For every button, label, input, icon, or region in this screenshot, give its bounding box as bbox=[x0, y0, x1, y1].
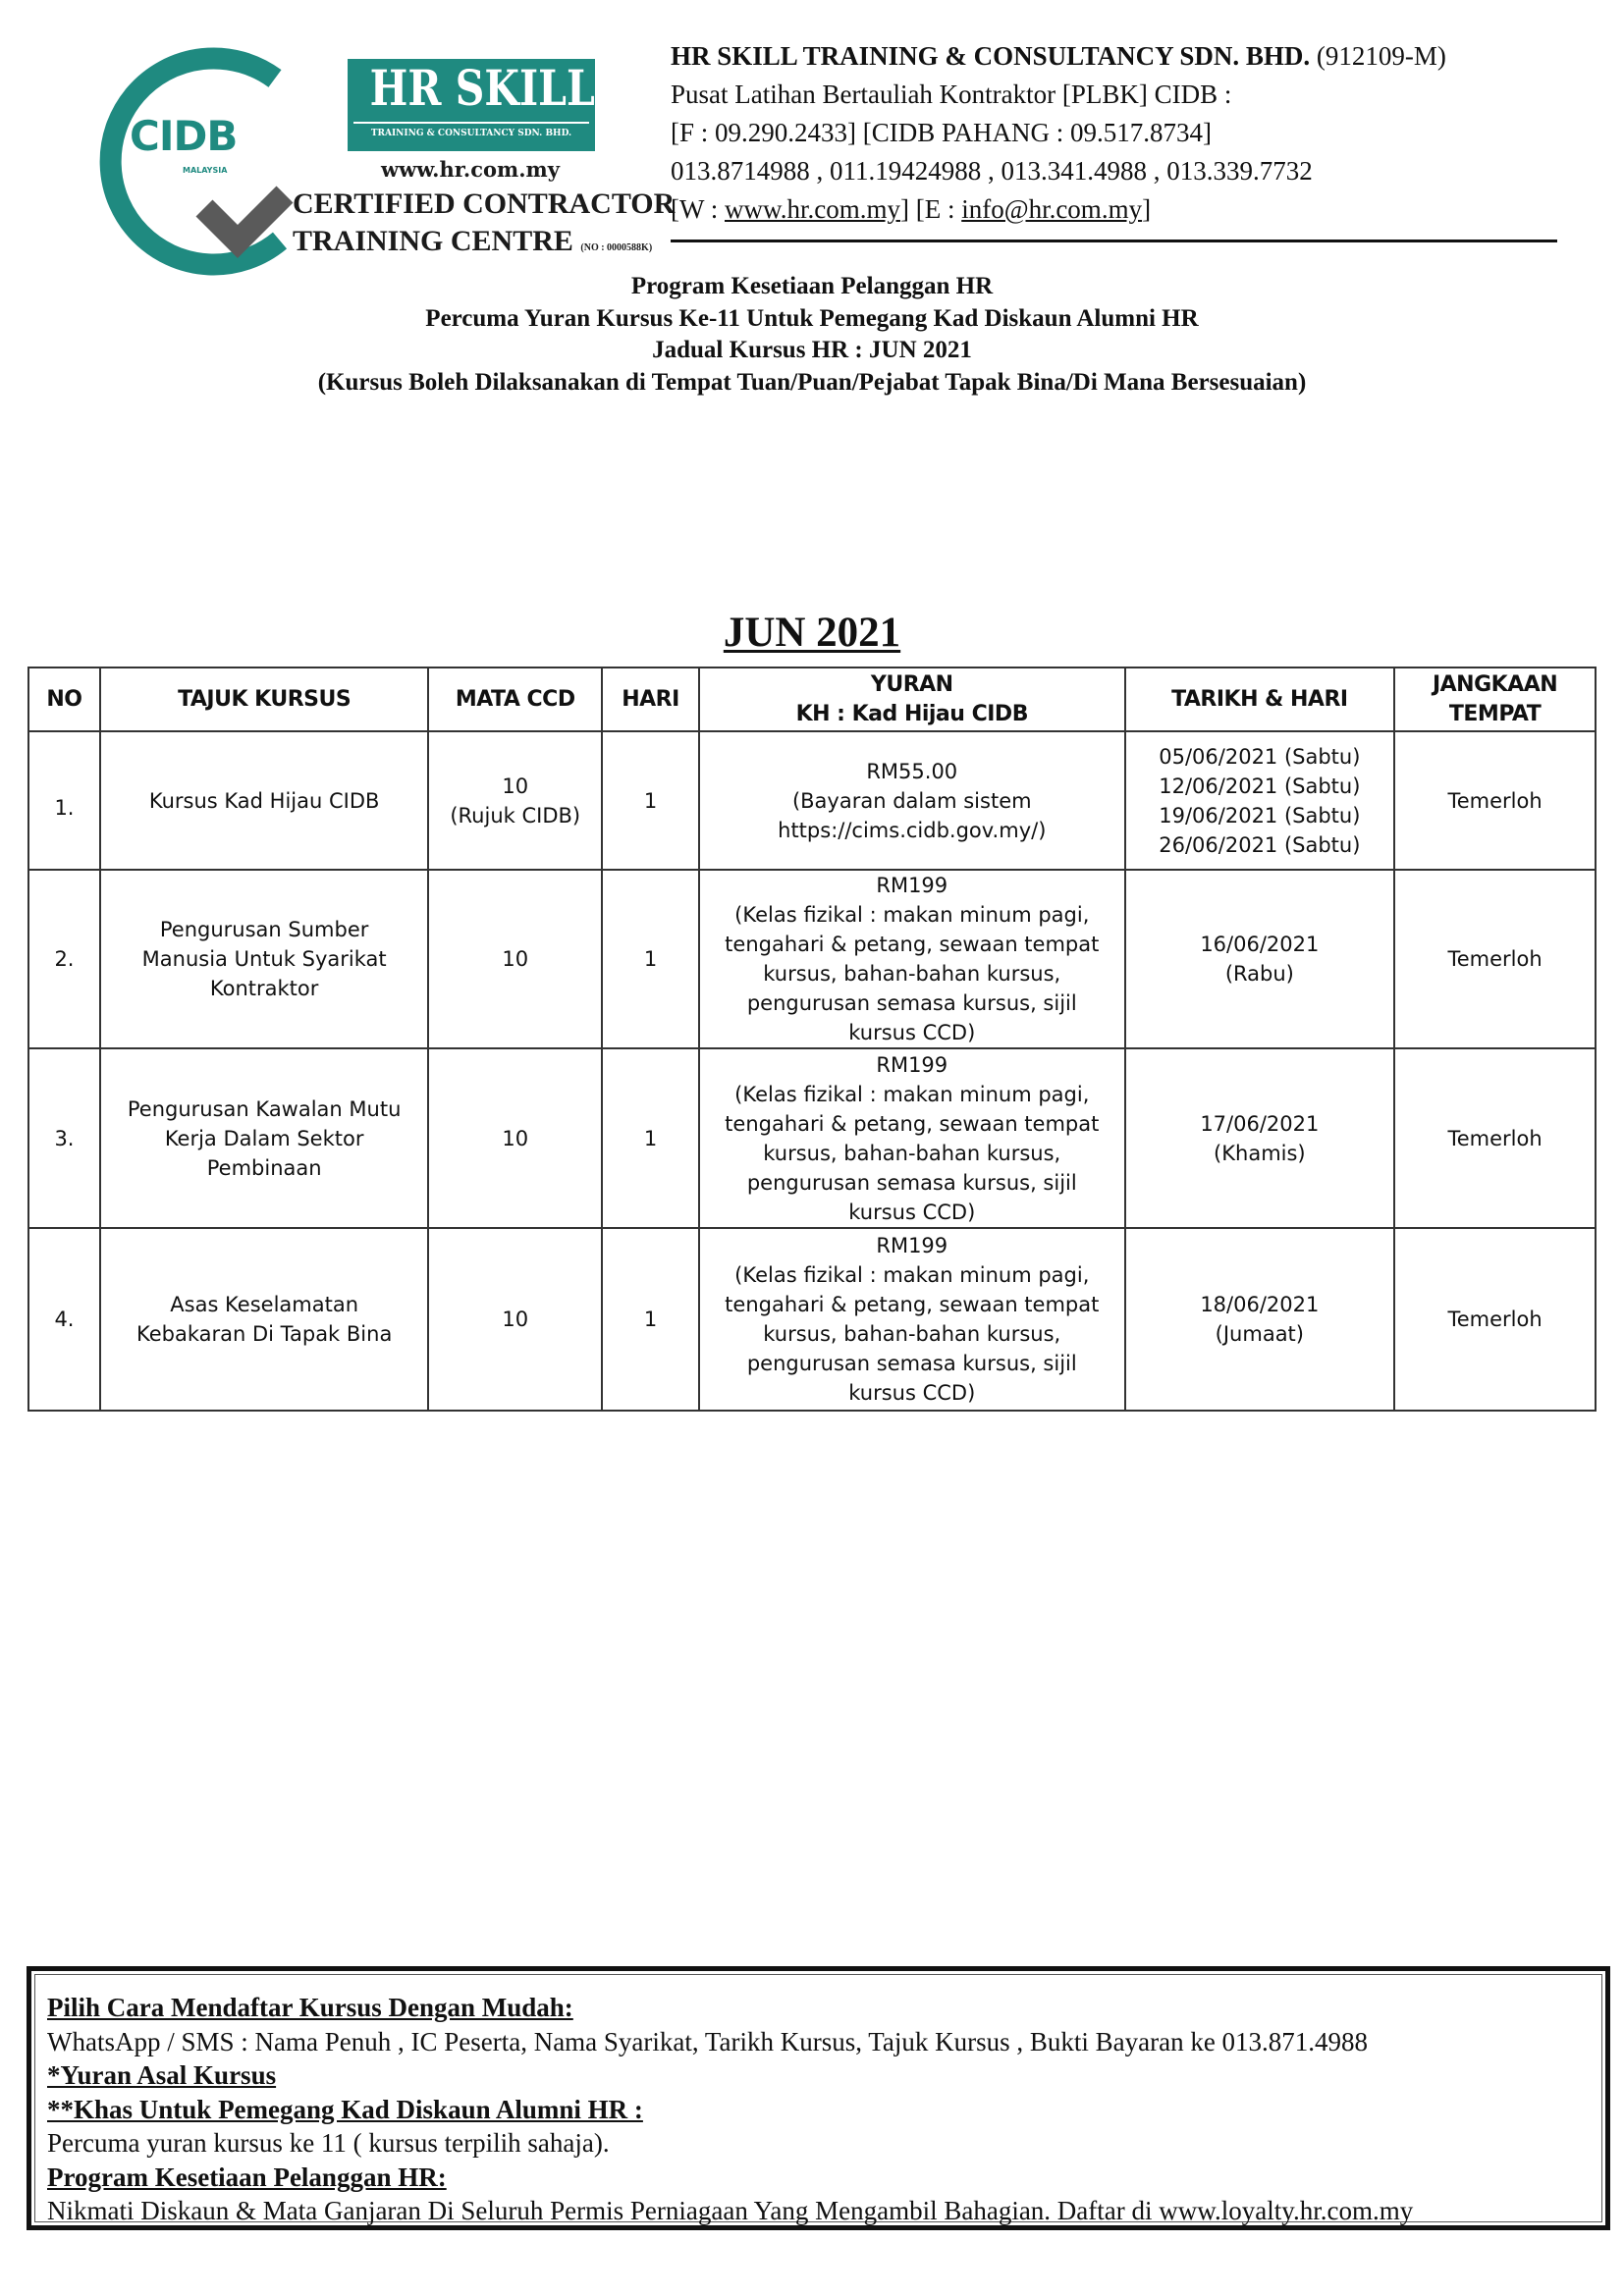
cell-yuran-line: (Kelas fizikal : makan minum pagi, bbox=[734, 903, 1090, 927]
cell-yuran-line: RM199 bbox=[876, 874, 948, 897]
cell-mata-ccd-line: 10 bbox=[502, 947, 529, 971]
cell-hari: 1 bbox=[602, 870, 699, 1048]
cell-tarikh-line: 17/06/2021 bbox=[1200, 1111, 1320, 1136]
title-free-fee: Percuma Yuran Kursus Ke-11 Untuk Pemegang Kad Diskaun Alumni HR bbox=[425, 304, 1199, 332]
company-web-email bbox=[671, 190, 1446, 229]
registration-info-box bbox=[27, 1966, 1610, 2230]
cell-mata-ccd bbox=[428, 1228, 602, 1411]
hr-skill-logo-text: HR SKILL bbox=[369, 59, 595, 117]
cell-tempat: Temerloh bbox=[1394, 1228, 1596, 1411]
header-tarikh: TARIKH & HARI bbox=[1125, 667, 1395, 731]
cell-mata-ccd-line: 10 bbox=[502, 1308, 529, 1331]
cell-tempat: Temerloh bbox=[1394, 731, 1596, 870]
cell-no: 1. bbox=[28, 731, 100, 870]
table-row bbox=[28, 731, 1596, 870]
cell-yuran-line: RM199 bbox=[876, 1234, 948, 1257]
header-yuran bbox=[699, 667, 1125, 731]
company-phones: 013.8714988 , 011.19424988 , 013.341.4988 , 013.339.7732 bbox=[671, 156, 1313, 186]
cell-yuran-line: pengurusan semasa kursus, sijil bbox=[746, 1352, 1077, 1375]
cell-tajuk-line: Manusia Untuk Syarikat bbox=[141, 947, 387, 971]
cell-tempat: Temerloh bbox=[1394, 1048, 1596, 1228]
header-tempat-line2: TEMPAT bbox=[1448, 701, 1542, 726]
cell-mata-ccd-line: (Rujuk CIDB) bbox=[450, 803, 581, 828]
email-prefix: ] [E : bbox=[899, 194, 962, 224]
header-yuran-line2: KH : Kad Hijau CIDB bbox=[795, 701, 1028, 726]
cell-mata-ccd bbox=[428, 731, 602, 870]
table-row bbox=[28, 870, 1596, 1048]
title-location-note: (Kursus Boleh Dilaksanakan di Tempat Tuan/Puan/Pejabat Tapak Bina/Di Mana Bersesuaian) bbox=[317, 368, 1307, 396]
cell-tarikh-line: 19/06/2021 (Sabtu) bbox=[1159, 803, 1361, 828]
cell-yuran-line: kursus, bahan-bahan kursus, bbox=[763, 1322, 1061, 1346]
email-suffix: ] bbox=[1142, 194, 1152, 224]
course-schedule-table bbox=[27, 667, 1597, 1412]
cell-yuran bbox=[699, 870, 1125, 1048]
cell-tarikh-line: (Khamis) bbox=[1214, 1141, 1306, 1165]
cell-mata-ccd bbox=[428, 1048, 602, 1228]
header-yuran-line1: YURAN bbox=[870, 671, 953, 697]
footer-text bbox=[47, 1991, 1413, 2228]
header-no: NO bbox=[28, 667, 100, 731]
cell-yuran-line: kursus, bahan-bahan kursus, bbox=[763, 1141, 1061, 1165]
cell-yuran-line: kursus CCD) bbox=[848, 1200, 976, 1224]
cell-hari: 1 bbox=[602, 731, 699, 870]
cell-tarikh-line: 18/06/2021 bbox=[1200, 1293, 1320, 1316]
header-divider bbox=[671, 240, 1557, 242]
cell-tajuk-line: Kerja Dalam Sektor bbox=[164, 1126, 364, 1150]
table-header-row bbox=[28, 667, 1596, 731]
cell-mata-ccd bbox=[428, 870, 602, 1048]
cell-tempat: Temerloh bbox=[1394, 870, 1596, 1048]
document-titles bbox=[0, 271, 1624, 399]
cell-tarikh-line: 12/06/2021 (Sabtu) bbox=[1159, 774, 1361, 798]
cell-tajuk-line: Pengurusan Kawalan Mutu bbox=[127, 1096, 402, 1121]
cell-yuran-line: pengurusan semasa kursus, sijil bbox=[746, 991, 1077, 1015]
cell-mata-ccd-line: 10 bbox=[502, 774, 529, 798]
cell-yuran-line: RM199 bbox=[876, 1052, 948, 1077]
header-tempat bbox=[1394, 667, 1596, 731]
email-link[interactable]: info@hr.com.my bbox=[961, 194, 1143, 224]
cell-yuran-line: (Bayaran dalam sistem bbox=[791, 788, 1032, 813]
register-heading: Pilih Cara Mendaftar Kursus Dengan Mudah: bbox=[47, 1993, 573, 2022]
cell-yuran bbox=[699, 1228, 1125, 1411]
cell-tarikh-line: (Rabu) bbox=[1224, 962, 1294, 986]
register-instructions: WhatsApp / SMS : Nama Penuh , IC Peserta, Nama Syarikat, Tarikh Kursus, Tajuk Kursus , Bukti Bayaran ke 013.871.4988 bbox=[47, 2026, 1369, 2056]
cert-line-2: TRAINING CENTRE bbox=[293, 225, 573, 257]
web-prefix: [W : bbox=[671, 194, 725, 224]
title-schedule: Jadual Kursus HR : JUN 2021 bbox=[652, 337, 972, 363]
cell-tajuk-line: Kebakaran Di Tapak Bina bbox=[135, 1322, 393, 1346]
company-plbk: Pusat Latihan Bertauliah Kontraktor [PLBK] CIDB : bbox=[671, 80, 1232, 109]
logo-url: www.hr.com.my bbox=[381, 157, 560, 182]
cell-tajuk-line: Asas Keselamatan bbox=[170, 1293, 359, 1316]
cidb-logo-text: CIDB bbox=[130, 112, 238, 160]
loyalty-heading: Program Kesetiaan Pelanggan HR: bbox=[47, 2162, 447, 2192]
hr-skill-logo-subtext: TRAINING & CONSULTANCY SDN. BHD. bbox=[370, 129, 572, 138]
cert-line-1: CERTIFIED CONTRACTOR bbox=[293, 187, 676, 220]
header-tempat-line1: JANGKAAN bbox=[1432, 671, 1558, 697]
alumni-text: Percuma yuran kursus ke 11 ( kursus terpilih sahaja). bbox=[47, 2128, 610, 2158]
cell-hari: 1 bbox=[602, 1048, 699, 1228]
header-mata-ccd: MATA CCD bbox=[428, 667, 602, 731]
cell-hari: 1 bbox=[602, 1228, 699, 1411]
alumni-heading: **Khas Untuk Pemegang Kad Diskaun Alumni HR : bbox=[47, 2094, 643, 2124]
cell-tajuk-line: Pembinaan bbox=[206, 1155, 322, 1180]
table-row bbox=[28, 1048, 1596, 1228]
cell-yuran-line: https://cims.cidb.gov.my/) bbox=[778, 818, 1047, 842]
title-program: Program Kesetiaan Pelanggan HR bbox=[630, 273, 994, 299]
cell-tajuk-line: Kontraktor bbox=[209, 977, 319, 1000]
cell-yuran-line: (Kelas fizikal : makan minum pagi, bbox=[734, 1263, 1090, 1287]
cell-tajuk bbox=[100, 731, 428, 870]
month-heading: JUN 2021 bbox=[723, 610, 901, 656]
cell-tarikh-line: 26/06/2021 (Sabtu) bbox=[1159, 832, 1361, 857]
hr-skill-logo-box bbox=[348, 59, 595, 151]
cell-no: 2. bbox=[28, 870, 100, 1048]
header-tajuk: TAJUK KURSUS bbox=[100, 667, 428, 731]
cell-no: 4. bbox=[28, 1228, 100, 1411]
cell-tarikh bbox=[1125, 870, 1395, 1048]
cell-tarikh bbox=[1125, 1228, 1395, 1411]
cell-yuran-line: RM55.00 bbox=[866, 759, 958, 783]
cell-yuran-line: (Kelas fizikal : makan minum pagi, bbox=[734, 1082, 1090, 1106]
cell-tajuk bbox=[100, 1048, 428, 1228]
cell-yuran-line: kursus CCD) bbox=[848, 1381, 976, 1405]
cell-tajuk-line: Pengurusan Sumber bbox=[159, 918, 369, 941]
cert-number: (NO : 0000588K) bbox=[580, 242, 653, 253]
table-row bbox=[28, 1228, 1596, 1411]
cell-tarikh bbox=[1125, 731, 1395, 870]
logo-certification-line-2 bbox=[293, 224, 652, 259]
cell-yuran-line: tengahari & petang, sewaan tempat bbox=[725, 933, 1100, 956]
cell-yuran-line: tengahari & petang, sewaan tempat bbox=[725, 1293, 1100, 1316]
cell-yuran-line: pengurusan semasa kursus, sijil bbox=[746, 1170, 1077, 1195]
cell-mata-ccd-line: 10 bbox=[502, 1126, 529, 1150]
company-header bbox=[671, 37, 1446, 229]
month-heading-wrap bbox=[0, 609, 1624, 657]
cell-yuran bbox=[699, 1048, 1125, 1228]
cell-tarikh-line: 05/06/2021 (Sabtu) bbox=[1159, 744, 1361, 769]
cell-yuran-line: kursus, bahan-bahan kursus, bbox=[763, 962, 1061, 986]
cell-tajuk bbox=[100, 1228, 428, 1411]
website-link[interactable]: www.hr.com.my bbox=[725, 194, 900, 224]
cell-yuran bbox=[699, 731, 1125, 870]
cell-yuran-line: kursus CCD) bbox=[848, 1021, 976, 1044]
original-fee-note: *Yuran Asal Kursus bbox=[47, 2060, 277, 2090]
cell-no: 3. bbox=[28, 1048, 100, 1228]
cell-tajuk bbox=[100, 870, 428, 1048]
company-name-line bbox=[671, 37, 1446, 76]
company-name: HR SKILL TRAINING & CONSULTANCY SDN. BHD. bbox=[671, 41, 1311, 71]
header-hari: HARI bbox=[602, 667, 699, 731]
cell-yuran-line: tengahari & petang, sewaan tempat bbox=[725, 1111, 1100, 1136]
cell-tarikh-line: 16/06/2021 bbox=[1200, 933, 1320, 956]
cidb-logo-subtext: MALAYSIA bbox=[183, 166, 228, 175]
company-fax: [F : 09.290.2433] [CIDB PAHANG : 09.517.8734] bbox=[671, 118, 1213, 147]
company-logo bbox=[88, 39, 676, 285]
cell-tarikh-line: (Jumaat) bbox=[1215, 1322, 1304, 1346]
cell-tajuk-line: Kursus Kad Hijau CIDB bbox=[148, 788, 380, 813]
company-reg-no: (912109-M) bbox=[1316, 41, 1446, 71]
cell-tarikh bbox=[1125, 1048, 1395, 1228]
loyalty-text: Nikmati Diskaun & Mata Ganjaran Di Seluruh Permis Perniagaan Yang Mengambil Bahagian. Daftar di www.loyalty.hr.com.my bbox=[47, 2196, 1414, 2225]
